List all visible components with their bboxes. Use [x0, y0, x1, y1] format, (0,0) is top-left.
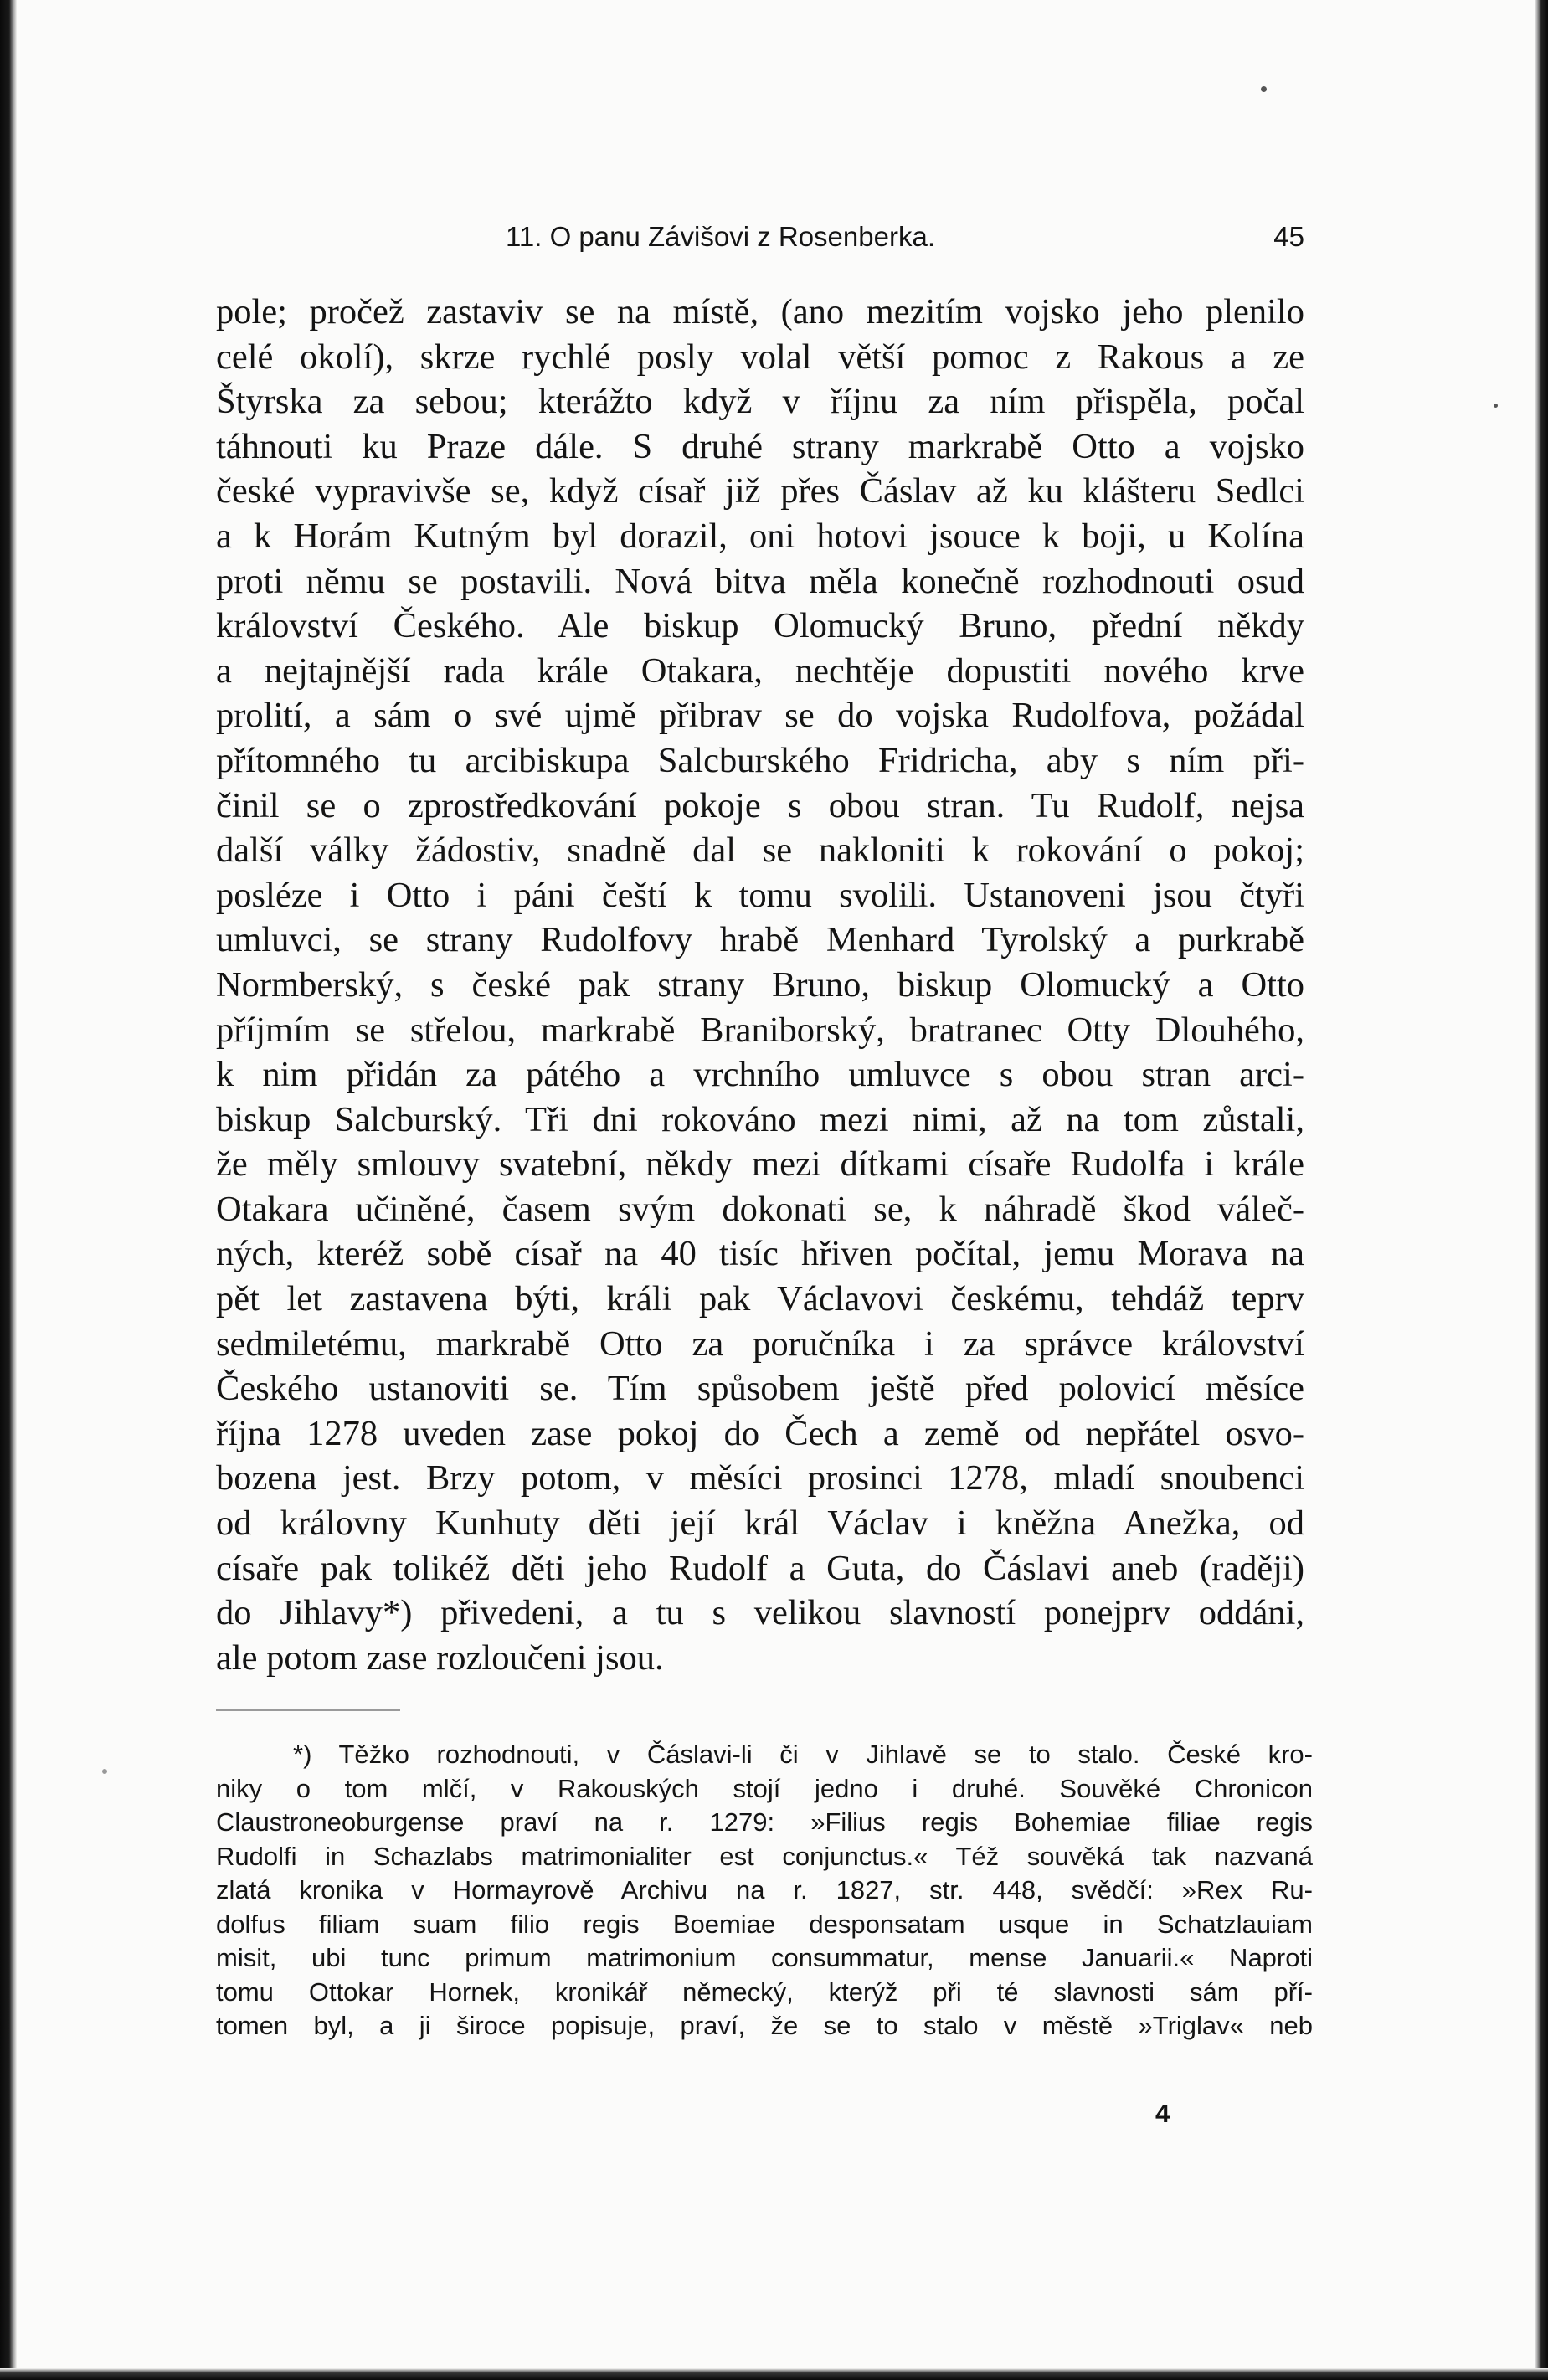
- text-line: do Jihlavy*) přivedeni, a tu s velikou slavností ponejprv oddáni,: [216, 1593, 1304, 1633]
- text-line: bozena jest. Brzy potom, v měsíci prosinci 1278, mladí snoubenci: [216, 1458, 1304, 1498]
- text-line: království Českého. Ale biskup Olomucký Bruno, přední někdy: [216, 606, 1304, 646]
- text-line: sedmiletému, markrabě Otto za poručníka i za správce království: [216, 1324, 1304, 1364]
- footnote: [216, 1738, 1313, 2043]
- footnote-divider: [216, 1709, 400, 1711]
- text-line: činil se o zprostředkování pokoje s obou stran. Tu Rudolf, nejsa: [216, 785, 1304, 825]
- text-line: přítomného tu arcibiskupa Salcburského Fridricha, aby s ním při-: [216, 740, 1304, 780]
- footnote-line: zlatá kronika v Hormayrově Archivu na r. 1827, str. 448, svědčí: »Rex Ru-: [216, 1875, 1313, 1905]
- footnote-line: Claustroneoburgense praví na r. 1279: »Filius regis Bohemiae filiae regis: [216, 1807, 1313, 1837]
- text-line: umluvci, se strany Rudolfovy hrabě Menhard Tyrolský a purkrabě: [216, 920, 1304, 960]
- scan-speck: [1261, 86, 1267, 92]
- scan-speck: [102, 1769, 107, 1774]
- text-line: října 1278 uveden zase pokoj do Čech a země od nepřátel osvo-: [216, 1413, 1304, 1453]
- text-line: další války žádostiv, snadně dal se nakloniti k rokování o pokoj;: [216, 830, 1304, 871]
- footnote-line: Rudolfi in Schazlabs matrimonialiter est conjunctus.« Též souvěká tak nazvaná: [216, 1841, 1313, 1871]
- text-line: proti němu se postavili. Nová bitva měla konečně rozhodnouti osud: [216, 561, 1304, 601]
- footnote-line: misit, ubi tunc primum matrimonium consummatur, mense Januarii.« Naproti: [216, 1943, 1313, 1972]
- text-line: Otakara učiněné, časem svým dokonati se, k náhradě škod váleč-: [216, 1189, 1304, 1229]
- text-line: Štyrska za sebou; kterážto když v říjnu za ním přispěla, počal: [216, 382, 1304, 422]
- text-line: k nim přidán za pátého a vrchního umluvce s obou stran arci-: [216, 1055, 1304, 1095]
- text-line: pět let zastavena býti, králi pak Václavovi českému, tehdáž teprv: [216, 1279, 1304, 1319]
- text-line: celé okolí), skrze rychlé posly volal větší pomoc z Rakous a ze: [216, 337, 1304, 377]
- running-title: 11. O panu Závišovi z Rosenberka.: [506, 221, 935, 252]
- text-line: ných, kteréž sobě císař na 40 tisíc hřiven počítal, jemu Morava na: [216, 1234, 1304, 1274]
- page-number: 45: [1273, 221, 1304, 252]
- text-line: prolití, a sám o své ujmě přibrav se do vojska Rudolfova, požádal: [216, 696, 1304, 736]
- text-line: české vypravivše se, když císař již přes Čáslav až ku klášteru Sedlci: [216, 471, 1304, 511]
- scan-edge-bottom: [0, 2368, 1548, 2380]
- footnote-line: dolfus filiam suam filio regis Boemiae desponsatam usque in Schatzlauiam: [216, 1909, 1313, 1939]
- text-line: a k Horám Kutným byl dorazil, oni hotovi jsouce k boji, u Kolína: [216, 516, 1304, 556]
- text-line: táhnouti ku Praze dále. S druhé strany markrabě Otto a vojsko: [216, 426, 1304, 466]
- footnote-line: niky o tom mlčí, v Rakouských stojí jedno i druhé. Souvěké Chronicon: [216, 1773, 1313, 1803]
- scan-edge-left: [0, 0, 17, 2380]
- text-line: Normberský, s české pak strany Bruno, biskup Olomucký a Otto: [216, 964, 1304, 1005]
- footnote-line: *) Těžko rozhodnouti, v Čáslavi-li či v Jihlavě se to stalo. České kro-: [293, 1740, 1313, 1769]
- footnote-line: tomu Ottokar Hornek, kronikář německý, kterýž při té slavnosti sám pří-: [216, 1976, 1313, 2007]
- text-line: posléze i Otto i páni čeští k tomu svolili. Ustanoveni jsou čtyři: [216, 875, 1304, 915]
- text-line: Českého ustanoviti se. Tím spůsobem ještě před polovicí měsíce: [216, 1369, 1304, 1409]
- scan-speck: [1494, 404, 1498, 408]
- text-line: pole; pročež zastaviv se na místě, (ano mezitím vojsko jeho plenilo: [216, 292, 1304, 332]
- footnote-line: tomen byl, a ji široce popisuje, praví, že se to stalo v městě »Triglav« neb: [216, 2011, 1313, 2040]
- signature-mark: 4: [1155, 2099, 1170, 2128]
- text-line: od královny Kunhuty děti její král Václav i kněžna Anežka, od: [216, 1504, 1304, 1544]
- text-line: a nejtajnější rada krále Otakara, nechtěje dopustiti nového krve: [216, 650, 1304, 691]
- text-line: příjmím se střelou, markrabě Braniborský, bratranec Otty Dlouhého,: [216, 1010, 1304, 1050]
- text-line: císaře pak tolikéž děti jeho Rudolf a Guta, do Čáslavi aneb (raději): [216, 1548, 1304, 1588]
- main-text: [216, 290, 1304, 1680]
- text-line: ale potom zase rozloučeni jsou.: [216, 1637, 664, 1678]
- running-header: [216, 216, 1304, 258]
- text-line: biskup Salcburský. Tři dni rokováno mezi nimi, až na tom zůstali,: [216, 1099, 1304, 1139]
- scan-edge-right: [1535, 0, 1548, 2380]
- text-line: že měly smlouvy svatební, někdy mezi dítkami císaře Rudolfa i krále: [216, 1144, 1304, 1185]
